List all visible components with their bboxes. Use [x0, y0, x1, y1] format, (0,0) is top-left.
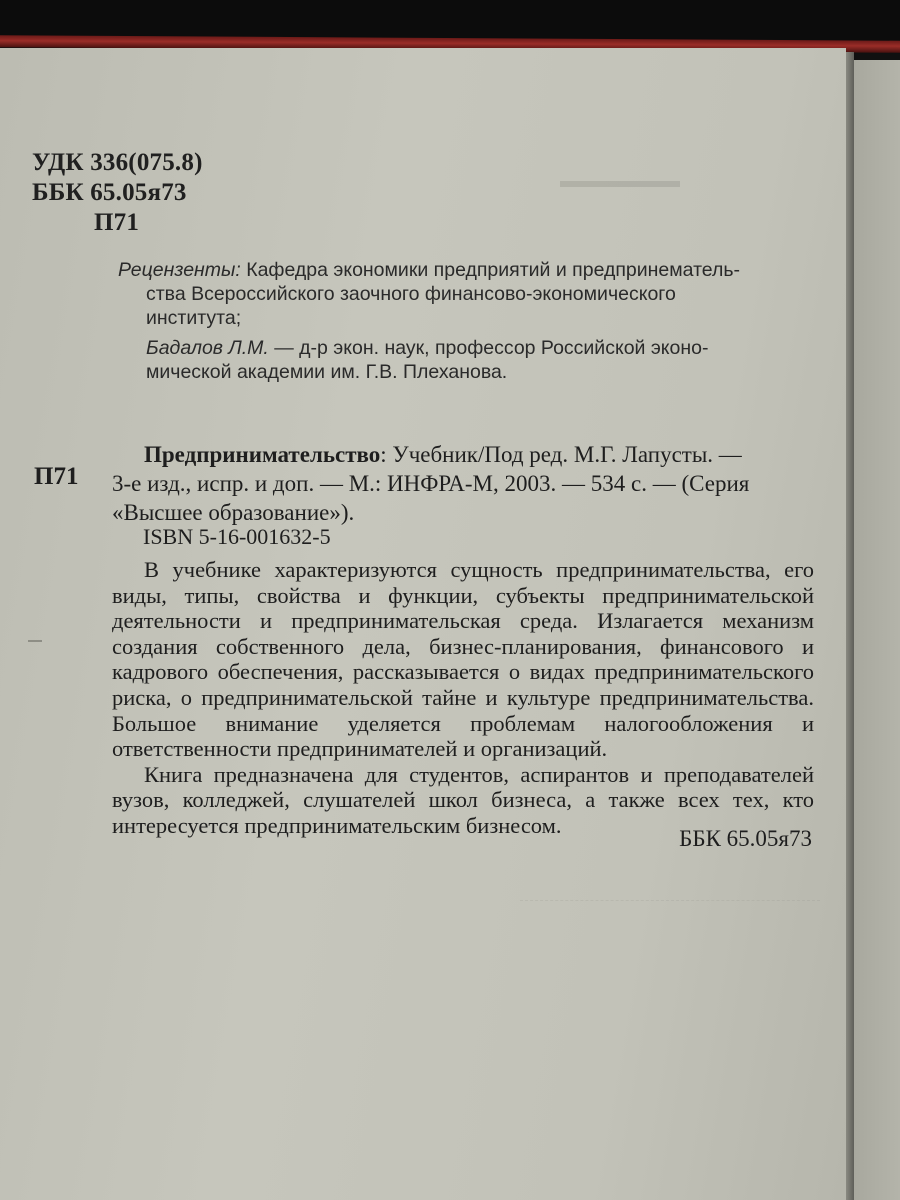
reviewers-line-3: института;	[146, 307, 242, 329]
bibliographic-entry	[112, 440, 812, 527]
book-title: Предпринимательство	[144, 442, 381, 467]
reviewers-line-1	[118, 258, 808, 282]
isbn: ISBN 5-16-001632-5	[143, 524, 331, 549]
reviewer-credentials: — д-р экон. наук, профессор Российской эконо-	[268, 337, 709, 359]
reviewer-person-line-2: мической академии им. Г.В. Плеханова.	[146, 361, 508, 383]
bbk-code: ББК 65.05я73	[32, 179, 187, 206]
abstract-block	[112, 557, 814, 839]
reviewers-block	[118, 258, 808, 384]
reviewers-text: Кафедра экономики предприятий и предпринематель-	[240, 259, 741, 281]
biblio-line-3: «Высшее образование»).	[112, 500, 355, 525]
author-mark: П71	[94, 209, 140, 236]
margin-author-mark: П71	[34, 463, 79, 490]
adjacent-page	[854, 60, 900, 1200]
show-through-text: ▬▬▬▬▬▬	[560, 170, 680, 192]
udk-code: УДК 336(075.8)	[32, 149, 203, 176]
show-through-text	[520, 900, 820, 1051]
biblio-line-2: 3-е изд., испр. и доп. — М.: ИНФРА-М, 2003. — 534 с. — (Серия	[112, 471, 750, 496]
reviewers-label: Рецензенты:	[118, 259, 241, 281]
biblio-line-1	[112, 440, 812, 469]
reviewer-person	[118, 336, 808, 360]
page-mark	[28, 640, 42, 642]
abstract-paragraph-1: В учебнике характеризуются сущность предпринимательства, его виды, типы, свойства и функции, субъекты предпринимательской деятельности и предпринимательская среда. Излагается механизм создания собственного дела, бизнес-планирования, финансового и кадрового обеспечения, рассказывается о видах предпринимательского риска, о предпринимательской тайне и культуре предпринимательства. Большое внимание уделяется проблемам налогообложения и ответственности предпринимателей и организаций.	[112, 557, 814, 762]
reviewer-name: Бадалов Л.М.	[146, 337, 269, 359]
abstract-paragraph-2: Книга предназначена для студентов, аспирантов и преподавателей вузов, колледжей, слушателей школ бизнеса, а также всех тех, кто интересуется предпринимательским бизнесом.	[112, 761, 814, 838]
bbk-footer: ББК 65.05я73	[679, 826, 812, 851]
page-gutter	[846, 52, 854, 1200]
reviewers-line-2: ства Всероссийского заочного финансово-экономического	[146, 283, 676, 305]
classification-block	[32, 148, 203, 238]
biblio-text-1: : Учебник/Под ред. М.Г. Лапусты. —	[380, 442, 742, 467]
